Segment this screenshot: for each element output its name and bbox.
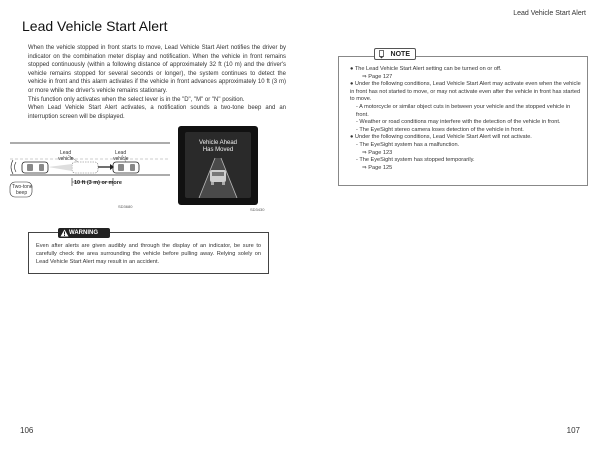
- note-item: - A motorcycle or similar object cuts in between your vehicle and the stopped vehicle in front.: [356, 103, 571, 118]
- beep-icon: [11, 160, 16, 174]
- body-paragraph-3: When Lead Vehicle Start Alert activates, a notification sounds a two-tone beep and an interruption screen will be displayed.: [28, 105, 286, 120]
- distance-label: 10 ft (3 m) or more: [74, 180, 122, 186]
- lead-vehicle-initial-icon: [72, 162, 98, 173]
- note-pencil-icon: [378, 50, 385, 59]
- lead-vehicle-moved-icon: [113, 162, 139, 173]
- page-number-left: 106: [20, 426, 34, 435]
- body-paragraph-1: When the vehicle stopped in front starts to move, Lead Vehicle Start Alert notifies the driver by indicator on the combination meter display and notification. When the vehicle in front remains stopped continuously (within a following distance of approximately 32 ft (10 m) and the driver's vehicle remains stopped for several seconds or longer), the system continues to detect the vehicle in front and this alarm activates if the vehicle in front advances approximately 10 ft (3 m) or more while the driver's vehicle remains stationary.: [28, 45, 286, 94]
- alert-diagram: [10, 138, 175, 216]
- note-label-text: NOTE: [390, 51, 410, 58]
- note-item: - The EyeSight system has stopped temporarily.: [356, 157, 475, 164]
- warning-paragraph: Even after alerts are given audibly and through the display of an indicator, be sure to carefully check the area surrounding the vehicle before pulling away. Relying solely on Lead Vehicle Start Alert may result in an accident.: [36, 243, 261, 266]
- body-text: [28, 44, 286, 121]
- meter-message-line-2: Has Moved: [202, 147, 234, 153]
- lead-vehicle-left-label-1: Lead: [60, 150, 72, 156]
- note-item: ⇒ Page 123: [362, 149, 393, 156]
- beep-label-2: beep: [16, 190, 28, 196]
- warning-triangle-icon: [60, 229, 69, 237]
- section-title: Lead Vehicle Start Alert: [22, 18, 168, 34]
- note-item: - The EyeSight stereo camera loses detection of the vehicle in front.: [356, 126, 524, 133]
- warning-text: [36, 242, 261, 267]
- note-item: ● Under the following conditions, Lead Vehicle Start Alert will not activate.: [350, 134, 532, 141]
- warning-label-text: WARNING: [69, 230, 98, 236]
- lead-vehicle-left-label-2: vehicle: [58, 156, 74, 162]
- alert-diagram-svg: [10, 138, 175, 216]
- meter-code: SD3430: [250, 207, 265, 212]
- own-vehicle-icon: [22, 162, 48, 173]
- note-item: - Weather or road conditions may interfere with the detection of the vehicle in front.: [356, 119, 561, 126]
- body-paragraph-2: This function only activates when the select lever is in the "D", "M" or "N" position.: [28, 96, 245, 103]
- note-item: ⇒ Page 125: [362, 164, 393, 171]
- meter-screen: [185, 132, 251, 198]
- note-list: [344, 66, 582, 172]
- road-perspective-icon: [185, 132, 251, 198]
- camera-beam-icon: [48, 164, 72, 171]
- lead-vehicle-right-label-1: Lead: [115, 150, 127, 156]
- note-item: - The EyeSight system has a malfunction.: [356, 141, 460, 148]
- beep-label-1: Two-tone: [12, 184, 33, 190]
- meter-message-line-1: Vehicle Ahead: [198, 140, 238, 146]
- meter-display: [178, 126, 258, 205]
- note-item: ● Under the following conditions, Lead Vehicle Start Alert may activate even when the vehicle in front has not started to move, or may not activate even after the vehicle in front has started to move.: [350, 81, 581, 103]
- note-item: ● The Lead Vehicle Start Alert setting can be turned on or off.: [350, 66, 502, 72]
- lead-vehicle-right-label-2: vehicle: [113, 156, 129, 162]
- running-header: Lead Vehicle Start Alert: [513, 10, 586, 17]
- page-number-right: 107: [566, 426, 580, 435]
- diagram-code: SD3680: [118, 204, 133, 209]
- note-item: ⇒ Page 127: [362, 73, 393, 80]
